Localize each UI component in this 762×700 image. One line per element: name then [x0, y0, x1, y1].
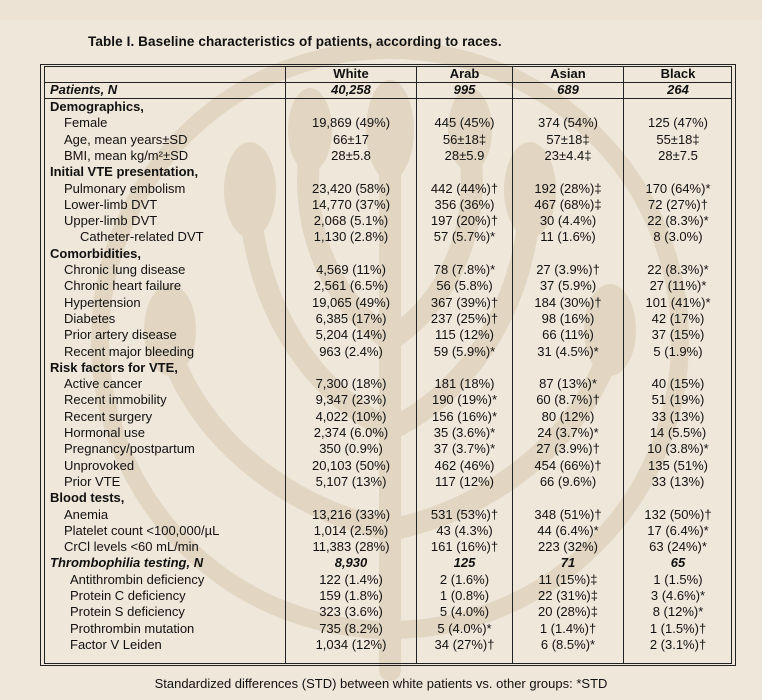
cell-black: 27 (11%)* — [649, 278, 707, 294]
patients-asian: 689 — [557, 82, 579, 97]
cell-asian: 24 (3.7%)* — [537, 425, 599, 440]
cell-white: 66±17 — [332, 131, 370, 147]
table-row — [0, 588, 762, 604]
cell-white: 7,300 (18%) — [315, 376, 387, 392]
cell-arab: 367 (39%)† — [430, 294, 499, 310]
table-row — [0, 213, 762, 229]
section-label: Initial VTE presentation, — [50, 164, 199, 180]
cell-black: 65 — [670, 555, 686, 571]
cell-asian: 27 (3.9%)† — [536, 262, 600, 277]
cell-black: 1 (1.5%) — [653, 571, 703, 587]
cell-black: 125 (47%) — [648, 115, 708, 131]
row-label: BMI, mean kg/m²±SD — [64, 147, 189, 163]
cell-white: 1,014 (2.5%) — [313, 522, 389, 538]
row-label: Prior artery disease — [64, 327, 177, 343]
row-label: Hypertension — [64, 294, 141, 310]
cell-black: 63 (24%)* — [649, 539, 707, 555]
cell-asian: 22 (31%)‡ — [538, 588, 598, 603]
cell-asian: 37 (5.9%) — [539, 278, 597, 294]
cell-white: 1,130 (2.8%) — [313, 229, 389, 245]
table-row — [0, 327, 762, 343]
col-header-asian: Asian — [550, 66, 586, 81]
cell-black: 1 (1.5%)† — [649, 620, 707, 636]
cell-asian: 11 (15%)‡ — [538, 571, 598, 587]
cell-asian: 467 (68%)‡ — [534, 196, 602, 212]
cell-white: 9,347 (23%) — [315, 392, 387, 408]
row-label: Protein S deficiency — [70, 604, 185, 620]
cell-black: 33 (13%) — [651, 408, 705, 424]
table-row — [0, 539, 762, 555]
cell-black: 101 (41%)* — [645, 294, 711, 310]
cell-asian: 30 (4.4%) — [539, 213, 597, 229]
cell-arab: 462 (46%) — [434, 457, 495, 473]
cell-arab: 531 (53%)† — [430, 506, 499, 522]
table-row — [0, 637, 762, 653]
cell-arab: 190 (19%)* — [431, 392, 498, 408]
cell-arab: 2 (1.6%) — [439, 571, 490, 587]
table-row — [0, 181, 762, 197]
cell-arab: 78 (7.8%)* — [433, 262, 496, 277]
cell-white: 4,569 (11%) — [316, 262, 386, 277]
cell-black: 22 (8.3%)* — [647, 213, 709, 229]
row-label: Unprovoked — [64, 457, 135, 473]
cell-black: 40 (15%) — [651, 376, 705, 392]
cell-arab: 156 (16%)* — [431, 408, 498, 424]
cell-white: 323 (3.6%) — [319, 604, 383, 620]
cell-asian: 87 (13%)* — [539, 376, 597, 392]
cell-white: 350 (0.9%) — [319, 441, 383, 457]
table-row — [0, 311, 762, 327]
cell-arab: 197 (20%)† — [430, 213, 499, 229]
cell-white: 735 (8.2%) — [319, 620, 383, 636]
cell-asian: 98 (16%) — [541, 310, 595, 326]
table-row — [0, 197, 762, 213]
cell-white: 20,103 (50%) — [311, 457, 391, 473]
cell-black: 135 (51%) — [648, 457, 708, 473]
col-header-white: White — [333, 66, 369, 81]
table-row — [0, 132, 762, 148]
cell-arab: 445 (45%) — [434, 115, 495, 131]
cell-arab: 34 (27%)† — [434, 636, 495, 652]
cell-black: 132 (50%)† — [644, 506, 712, 522]
section-label: Demographics, — [50, 99, 144, 114]
cell-asian: 27 (3.9%)† — [536, 441, 600, 457]
cell-white: 5,107 (13%) — [315, 473, 387, 489]
section-label: Thrombophilia testing, N — [50, 555, 204, 571]
section-row — [0, 99, 762, 115]
table-row — [0, 344, 762, 360]
table-row — [0, 458, 762, 474]
section-row — [0, 164, 762, 180]
row-label: Pulmonary embolism — [64, 180, 186, 196]
table-row — [0, 229, 762, 245]
cell-arab: 117 (12%) — [434, 473, 494, 489]
table-row — [0, 507, 762, 523]
cell-arab: 125 — [453, 555, 476, 571]
col-header-black: Black — [660, 66, 696, 81]
cell-black: 5 (1.9%) — [653, 343, 703, 359]
cell-black: 51 (19%) — [651, 392, 705, 408]
cell-arab: 43 (4.3%) — [436, 522, 493, 538]
cell-white: 23,420 (58%) — [311, 180, 391, 196]
cell-arab: 1 (0.8%) — [439, 588, 490, 603]
cell-white: 122 (1.4%) — [319, 571, 383, 587]
header-row — [0, 66, 762, 82]
cell-arab: 35 (3.6%)* — [433, 425, 496, 440]
cell-black: 55±18‡ — [656, 131, 700, 147]
cell-asian: 374 (54%) — [538, 115, 598, 131]
cell-black: 42 (17%) — [651, 310, 705, 326]
row-label: Hormonal use — [64, 425, 145, 440]
table-row — [0, 441, 762, 457]
cell-arab: 5 (4.0%)* — [437, 620, 492, 636]
cell-asian: 454 (66%)† — [534, 457, 602, 473]
section-label: Risk factors for VTE, — [50, 359, 178, 375]
section-label: Comorbidities, — [50, 245, 142, 261]
cell-arab: 237 (25%)† — [430, 310, 499, 326]
cell-arab: 181 (18%) — [434, 376, 495, 392]
cell-black: 72 (27%)† — [648, 196, 708, 212]
cell-black: 10 (3.8%)* — [647, 441, 709, 457]
cell-white: 159 (1.8%) — [319, 588, 383, 603]
patients-white: 40,258 — [331, 82, 371, 97]
cell-white: 19,869 (49%) — [311, 115, 391, 131]
row-label: Chronic heart failure — [64, 278, 182, 294]
table-row — [0, 278, 762, 294]
row-label: Diabetes — [64, 310, 116, 326]
row-label: CrCl levels <60 mL/min — [64, 539, 199, 555]
row-label: Platelet count <100,000/µL — [64, 522, 220, 538]
table-row — [0, 409, 762, 425]
section-row — [0, 246, 762, 262]
cell-white: 6,385 (17%) — [315, 310, 387, 326]
cell-white: 963 (2.4%) — [319, 343, 383, 359]
table-footnote: Standardized differences (STD) between white patients vs. other groups: *STD — [154, 676, 608, 691]
cell-asian: 31 (4.5%)* — [537, 343, 599, 359]
cell-white: 8,930 — [334, 555, 368, 571]
cell-asian: 66 (11%) — [542, 327, 594, 343]
cell-white: 2,374 (6.0%) — [313, 425, 389, 440]
cell-asian: 223 (32%) — [538, 539, 598, 555]
cell-white: 19,065 (49%) — [311, 294, 391, 310]
table-row — [0, 523, 762, 539]
row-label: Pregnancy/postpartum — [64, 441, 195, 457]
cell-asian: 20 (28%)‡ — [538, 604, 598, 620]
cell-asian: 6 (8.5%)* — [540, 636, 596, 652]
row-label: Antithrombin deficiency — [70, 571, 205, 587]
row-label: Recent major bleeding — [64, 343, 195, 359]
row-label: Factor V Leiden — [70, 636, 162, 652]
row-label: Prothrombin mutation — [70, 620, 195, 636]
table-row — [0, 474, 762, 490]
cell-asian: 57±18‡ — [546, 131, 590, 147]
cell-black: 2 (3.1%)† — [649, 636, 707, 652]
table-row — [0, 295, 762, 311]
cell-asian: 80 (12%) — [541, 408, 595, 424]
cell-white: 13,216 (33%) — [311, 506, 391, 522]
table-row — [0, 621, 762, 637]
cell-black: 3 (4.6%)* — [650, 588, 706, 603]
cell-black: 33 (13%) — [651, 473, 705, 489]
cell-asian: 23±4.4‡ — [544, 147, 592, 163]
cell-black: 170 (64%)* — [645, 180, 711, 196]
section-label: Blood tests, — [50, 490, 125, 506]
cell-black: 8 (3.0%) — [653, 229, 703, 245]
cell-white: 14,770 (37%) — [311, 196, 391, 212]
cell-arab: 59 (5.9%)* — [433, 343, 496, 359]
cell-black: 28±7.5 — [658, 147, 698, 163]
cell-asian: 60 (8.7%)† — [536, 392, 600, 408]
table-row — [0, 376, 762, 392]
cell-white: 5,204 (14%) — [315, 327, 387, 343]
table-row — [0, 148, 762, 164]
cell-arab: 37 (3.7%)* — [433, 441, 496, 457]
cell-white: 2,561 (6.5%) — [313, 278, 389, 294]
cell-white: 11,383 (28%) — [312, 539, 390, 555]
cell-arab: 442 (44%)† — [430, 180, 499, 196]
cell-asian: 1 (1.4%)† — [539, 620, 597, 636]
cell-arab: 5 (4.0%) — [439, 604, 490, 620]
cell-asian: 66 (9.6%) — [539, 473, 597, 489]
table-title: Table I. Baseline characteristics of patients, according to races. — [88, 34, 502, 49]
cell-black: 8 (12%)* — [652, 604, 704, 620]
row-label: Recent immobility — [64, 392, 167, 408]
cell-white: 28±5.8 — [331, 147, 371, 163]
row-label: Female — [64, 115, 108, 131]
patients-black: 264 — [667, 82, 689, 97]
table-row — [0, 604, 762, 620]
col-header-arab: Arab — [449, 66, 480, 81]
cell-arab: 28±5.9 — [444, 147, 485, 163]
row-label: Catheter-related DVT — [80, 229, 204, 245]
cell-asian: 184 (30%)† — [534, 294, 602, 310]
cell-black: 22 (8.3%)* — [647, 262, 709, 277]
cell-white: 4,022 (10%) — [315, 408, 387, 424]
patients-label: Patients, N — [50, 82, 118, 97]
table-row — [0, 425, 762, 441]
cell-black: 14 (5.5%) — [649, 425, 707, 440]
cell-asian: 11 (1.6%) — [540, 229, 596, 245]
section-row — [0, 490, 762, 506]
cell-white: 2,068 (5.1%) — [313, 213, 389, 229]
table-row — [0, 115, 762, 131]
patients-row — [0, 82, 762, 98]
cell-arab: 56±18‡ — [442, 131, 487, 147]
cell-asian: 44 (6.4%)* — [537, 522, 599, 538]
row-label: Anemia — [64, 506, 109, 522]
cell-arab: 115 (12%) — [434, 327, 494, 343]
row-label: Recent surgery — [64, 408, 153, 424]
row-label: Active cancer — [64, 376, 143, 392]
patients-arab: 995 — [453, 82, 476, 97]
table-row — [0, 262, 762, 278]
cell-arab: 57 (5.7%)* — [433, 229, 496, 245]
table-row — [0, 392, 762, 408]
cell-arab: 161 (16%)† — [430, 539, 499, 555]
row-label: Age, mean years±SD — [64, 131, 188, 147]
cell-arab: 356 (36%) — [434, 196, 495, 212]
cell-asian: 192 (28%)‡ — [534, 180, 602, 196]
cell-white: 1,034 (12%) — [315, 636, 387, 652]
row-label: Upper-limb DVT — [64, 213, 158, 229]
cell-asian: 348 (51%)† — [534, 506, 602, 522]
cell-black: 37 (15%) — [651, 327, 705, 343]
table-row — [0, 572, 762, 588]
row-label: Protein C deficiency — [70, 588, 186, 603]
cell-black: 17 (6.4%)* — [647, 522, 709, 538]
cell-arab: 56 (5.8%) — [436, 278, 493, 294]
section-row — [0, 360, 762, 376]
row-label: Prior VTE — [64, 473, 121, 489]
row-label: Chronic lung disease — [64, 262, 186, 277]
section-row — [0, 555, 762, 571]
cell-asian: 71 — [560, 555, 576, 571]
row-label: Lower-limb DVT — [64, 196, 158, 212]
